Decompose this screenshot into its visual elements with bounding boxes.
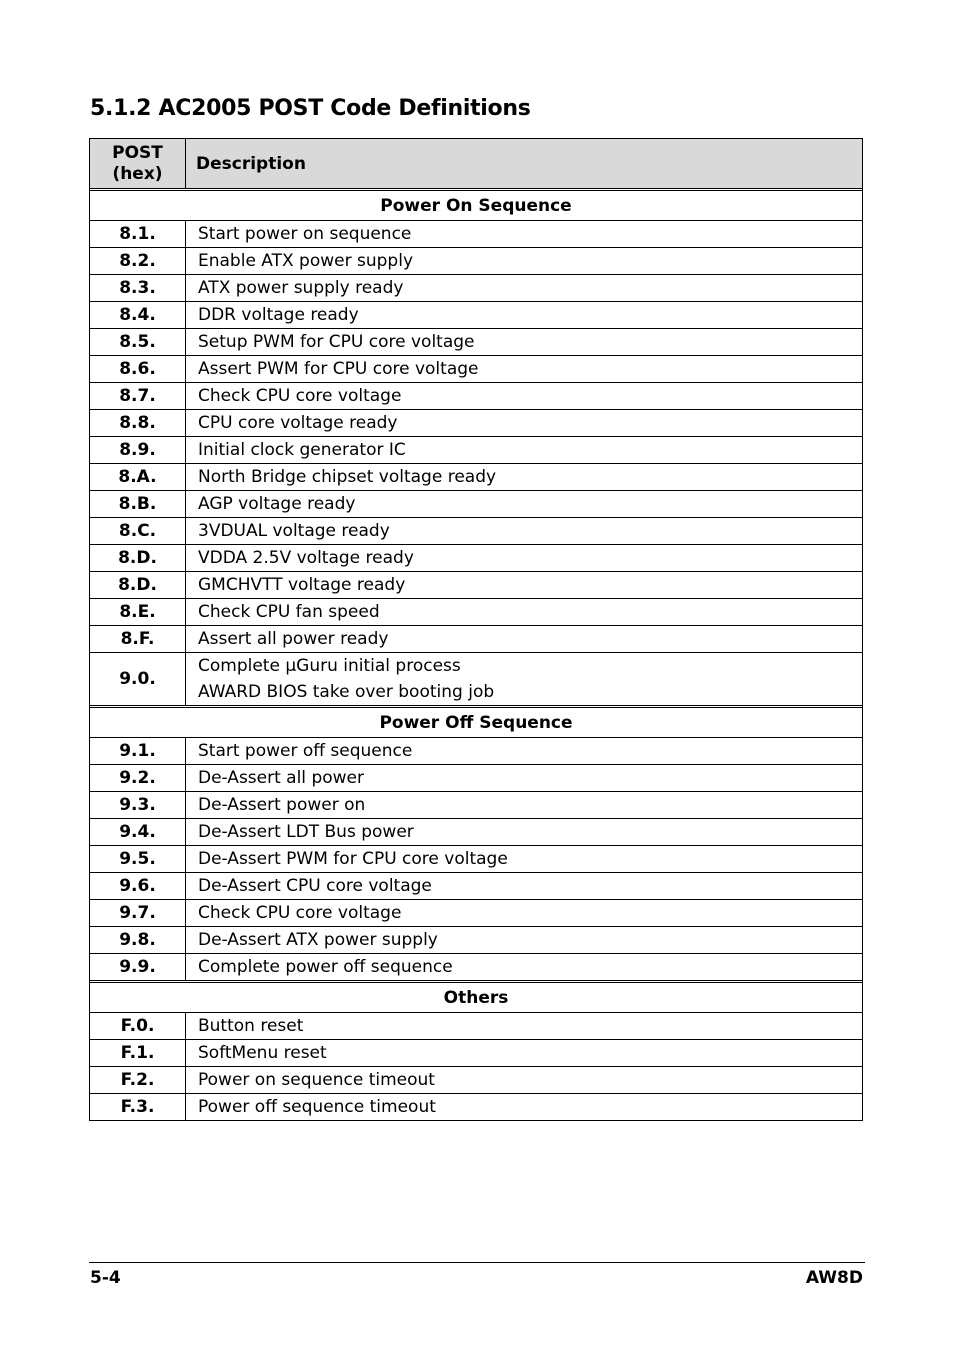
post-code-cell: 9.9. (90, 954, 186, 981)
description-cell (186, 765, 863, 792)
description-line: DDR voltage ready (198, 305, 359, 325)
description-line: VDDA 2.5V voltage ready (198, 548, 414, 568)
description-cell (186, 221, 863, 248)
description-cell (186, 599, 863, 626)
table-header-row (90, 139, 863, 189)
description-line: De-Assert LDT Bus power (198, 822, 414, 842)
description-line: Start power off sequence (198, 741, 413, 761)
table-row (90, 873, 863, 900)
description-line: 3VDUAL voltage ready (198, 521, 390, 541)
table-body (90, 189, 863, 1121)
post-code-cell: 9.5. (90, 846, 186, 873)
description-cell (186, 819, 863, 846)
description-cell (186, 275, 863, 302)
description-line: De-Assert power on (198, 795, 366, 815)
description-cell (186, 545, 863, 572)
post-code-cell: 8.6. (90, 356, 186, 383)
description-line: Start power on sequence (198, 224, 412, 244)
description-cell (186, 792, 863, 819)
description-cell (186, 248, 863, 275)
description-line: Complete power off sequence (198, 957, 453, 977)
post-code-cell: 9.8. (90, 927, 186, 954)
description-cell (186, 927, 863, 954)
description-cell (186, 329, 863, 356)
footer-divider (89, 1262, 865, 1263)
post-code-cell: 9.6. (90, 873, 186, 900)
table-row (90, 437, 863, 464)
table-row (90, 356, 863, 383)
table-row (90, 1013, 863, 1040)
table-row (90, 599, 863, 626)
section-title: Power On Sequence (90, 191, 863, 221)
table-row (90, 302, 863, 329)
description-line: GMCHVTT voltage ready (198, 575, 406, 595)
post-code-cell: 9.2. (90, 765, 186, 792)
section-title: Others (90, 983, 863, 1013)
table-row (90, 765, 863, 792)
description-cell (186, 518, 863, 545)
table-row (90, 846, 863, 873)
description-line: Complete µGuru initial process (198, 656, 461, 676)
description-cell (186, 954, 863, 981)
table-row (90, 653, 863, 706)
table-row (90, 248, 863, 275)
post-code-cell: 8.7. (90, 383, 186, 410)
header-post-line-2: (hex) (112, 163, 163, 184)
description-cell (186, 653, 863, 706)
post-code-cell: F.1. (90, 1040, 186, 1067)
table-row (90, 1040, 863, 1067)
description-line: De-Assert all power (198, 768, 364, 788)
description-line: Assert all power ready (198, 629, 389, 649)
post-code-cell: 8.8. (90, 410, 186, 437)
post-code-cell: 8.C. (90, 518, 186, 545)
description-cell (186, 900, 863, 927)
table-row (90, 954, 863, 981)
description-line: Setup PWM for CPU core voltage (198, 332, 475, 352)
table-row (90, 738, 863, 765)
description-cell (186, 1013, 863, 1040)
post-code-cell: 8.E. (90, 599, 186, 626)
table-row (90, 329, 863, 356)
table-row (90, 792, 863, 819)
table-row (90, 518, 863, 545)
table-row (90, 545, 863, 572)
section-title: Power Off Sequence (90, 708, 863, 738)
description-cell (186, 302, 863, 329)
table-row (90, 383, 863, 410)
post-code-cell: F.3. (90, 1094, 186, 1121)
post-code-cell: 8.3. (90, 275, 186, 302)
description-line: AGP voltage ready (198, 494, 356, 514)
table-row (90, 900, 863, 927)
section-header-row (90, 191, 863, 221)
description-cell (186, 1094, 863, 1121)
post-code-cell: 9.3. (90, 792, 186, 819)
table-row (90, 927, 863, 954)
table-row (90, 819, 863, 846)
description-line: AWARD BIOS take over booting job (198, 682, 495, 702)
table-row (90, 1094, 863, 1121)
post-code-cell: 8.A. (90, 464, 186, 491)
description-cell (186, 437, 863, 464)
table-row (90, 626, 863, 653)
description-cell (186, 873, 863, 900)
description-line: De-Assert ATX power supply (198, 930, 438, 950)
post-code-cell: 8.B. (90, 491, 186, 518)
post-code-cell: 9.0. (90, 653, 186, 706)
post-code-cell: 8.F. (90, 626, 186, 653)
post-code-cell: 8.2. (90, 248, 186, 275)
header-post-line-1: POST (112, 142, 163, 163)
post-code-cell: 8.5. (90, 329, 186, 356)
description-line: ATX power supply ready (198, 278, 404, 298)
description-cell (186, 738, 863, 765)
description-line: Assert PWM for CPU core voltage (198, 359, 479, 379)
description-line: Initial clock generator IC (198, 440, 406, 460)
table-row (90, 275, 863, 302)
post-code-cell: 8.D. (90, 545, 186, 572)
description-line: CPU core voltage ready (198, 413, 398, 433)
description-line: Enable ATX power supply (198, 251, 413, 271)
header-description: Description (186, 139, 863, 189)
post-code-cell: 9.4. (90, 819, 186, 846)
description-line: Check CPU core voltage (198, 903, 402, 923)
description-cell (186, 383, 863, 410)
description-line: North Bridge chipset voltage ready (198, 467, 497, 487)
description-line: SoftMenu reset (198, 1043, 327, 1063)
post-code-cell: 8.9. (90, 437, 186, 464)
description-cell (186, 626, 863, 653)
post-code-cell: F.2. (90, 1067, 186, 1094)
page-number: 5-4 (90, 1268, 121, 1288)
description-cell (186, 464, 863, 491)
description-line: De-Assert CPU core voltage (198, 876, 432, 896)
description-cell (186, 572, 863, 599)
description-cell (186, 1067, 863, 1094)
description-cell (186, 491, 863, 518)
post-code-cell: 8.D. (90, 572, 186, 599)
section-header-row (90, 983, 863, 1013)
description-cell (186, 846, 863, 873)
page-title: 5.1.2 AC2005 POST Code Definitions (90, 96, 531, 121)
description-line: Power off sequence timeout (198, 1097, 436, 1117)
description-line: Power on sequence timeout (198, 1070, 435, 1090)
header-post-hex (90, 139, 186, 189)
post-code-cell: 8.1. (90, 221, 186, 248)
table-row (90, 1067, 863, 1094)
section-header-row (90, 708, 863, 738)
post-code-cell: 9.7. (90, 900, 186, 927)
description-line: Check CPU core voltage (198, 386, 402, 406)
post-code-table (89, 138, 863, 1121)
table-row (90, 491, 863, 518)
description-line: De-Assert PWM for CPU core voltage (198, 849, 508, 869)
description-line: Check CPU fan speed (198, 602, 380, 622)
table-row (90, 464, 863, 491)
description-cell (186, 1040, 863, 1067)
table-row (90, 572, 863, 599)
post-code-cell: 9.1. (90, 738, 186, 765)
table-row (90, 410, 863, 437)
description-line: Button reset (198, 1016, 304, 1036)
description-cell (186, 356, 863, 383)
model-name: AW8D (805, 1268, 863, 1288)
post-code-cell: F.0. (90, 1013, 186, 1040)
table-row (90, 221, 863, 248)
post-code-cell: 8.4. (90, 302, 186, 329)
description-cell (186, 410, 863, 437)
